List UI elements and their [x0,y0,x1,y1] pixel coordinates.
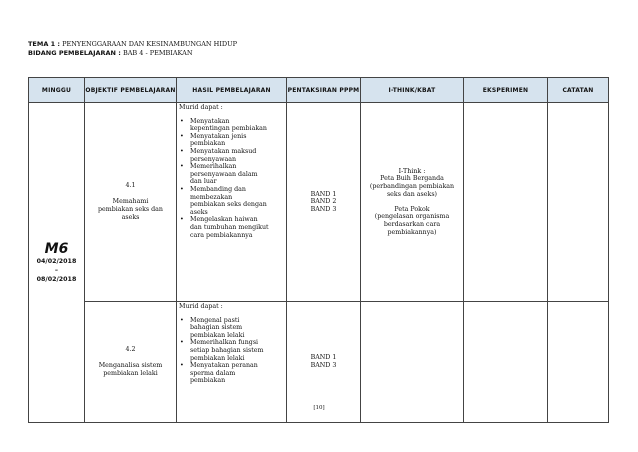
theme-value: PENYENGGARAAN DAN KESINAMBUNGAN HIDUP [62,40,237,48]
objective-text-line: aseks [121,213,140,221]
column-header-pentaksiran: PENTAKSIRAN PPPM [287,78,361,103]
column-header-ithink: I-THINK/KBAT [361,78,464,103]
column-header-hasil: HASIL PEMBELAJARAN [177,78,287,103]
week-date-to: 08/02/2018 [36,275,77,283]
column-header-objektif: OBJEKTIF PEMBELAJARAN [85,78,177,103]
objective-number: 4.1 [125,182,136,190]
outcome-item: • Memerihalkan fungsi setiap bahagian sistem pembiakan lelaki [179,339,284,362]
objective-text-line: Menganalisa sistem [98,361,163,369]
band-label: BAND 1 [310,190,337,198]
learning-area-label: BIDANG PEMBELAJARAN : [28,49,121,57]
learning-area-value: BAB 4 - PEMBIAKAN [122,49,193,57]
week-date-separator: – [54,266,59,274]
column-header-eksperimen: EKSPERIMEN [464,78,548,103]
ithink-line: I-Think : [398,167,426,175]
outcome-item: • Memerihalkan persenyawaan dalam dan luar [179,163,284,186]
outcome-list [179,118,284,240]
outcome-item: • Menyatakan kepentingan pembiakan [179,118,284,133]
ithink-line: berdasarkan cara [383,220,441,228]
objective-cell [85,103,177,302]
band-label: BAND 3 [310,362,337,369]
week-date-from: 04/02/2018 [36,257,77,265]
header-row [29,78,609,103]
ithink-line: (pengelasan organisma [374,213,450,221]
outcome-list [179,317,284,385]
learning-outcome-cell [177,103,287,302]
outcome-item: • Menyatakan peranan sperma dalam pembiakan [179,362,284,385]
objective-text-line: pembiakan seks dan [97,205,163,213]
column-header-catatan: CATATAN [548,78,609,103]
outcome-item: • Menyatakan jenis pembiakan [179,133,284,148]
week-label: M6 [44,240,69,257]
outcome-intro: Murid dapat : [179,104,223,111]
page-number: [10] [313,405,325,411]
objective-text-line: pembiakan lelaki [103,369,158,377]
objective-text-line: Memahami [112,197,149,205]
column-header-minggu: MINGGU [29,78,85,103]
ithink-line: Peta Pokok [394,205,430,213]
ithink-line: seks dan aseks) [386,190,438,198]
outcome-item: • Membanding dan membezakan pembiakan seks dengan aseks [179,186,284,216]
band-label: BAND 1 [310,354,337,362]
ithink-line: (perbandingan pembiakan [369,183,455,191]
learning-area-line [28,49,193,57]
outcome-item: • Mengelaskan haiwan dan tumbuhan mengikut cara pembiakannya [179,216,284,239]
outcome-item: • Menyatakan maksud persenyawaan [179,148,284,163]
ithink-line: pembiakannya) [387,228,437,236]
experiment-cell [464,103,548,302]
table-row [29,103,609,302]
band-label: BAND 2 [310,198,337,206]
lesson-plan-table [28,77,609,423]
theme-label: TEMA 1 : [28,40,61,48]
outcome-item: • Mengenal pasti bahagian sistem pembiakan lelaki [179,317,284,340]
objective-number: 4.2 [125,346,136,354]
ithink-line: Peta Buih Berganda [380,175,444,183]
outcome-intro: Murid dapat : [179,303,223,310]
week-cell [29,103,85,423]
notes-cell [548,103,609,302]
band-label: BAND 3 [310,205,337,213]
ithink-cell [361,103,464,302]
assessment-cell [287,103,361,302]
theme-line [28,40,237,48]
